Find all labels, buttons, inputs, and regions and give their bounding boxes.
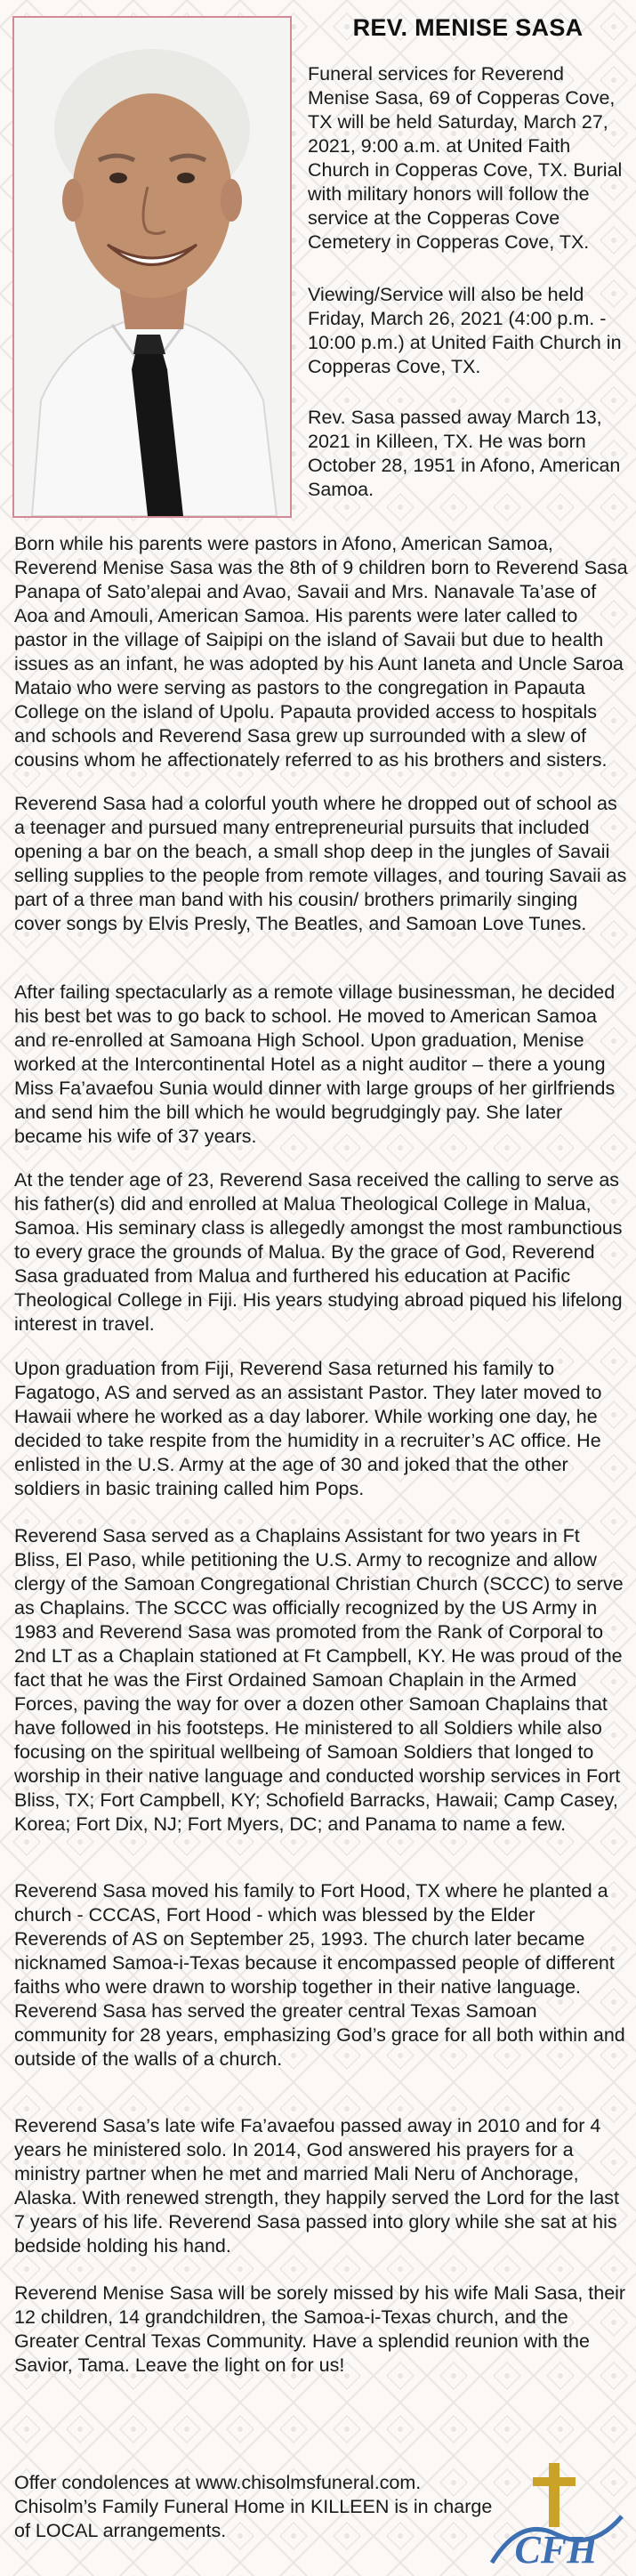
condolences-paragraph: Offer condolences at www.chisolmsfuneral.com. Chisolm’s Family Funeral Home in KILLEEN is in charge of LOCAL arrangements. bbox=[14, 2472, 493, 2541]
later-life-paragraph: Reverend Sasa’s late wife Fa’avaefou passed away in 2010 and for 4 years he ministered solo. In 2014, God answered his prayers for a ministry partner when he met and married Mali Neru of Anchorage, Alaska. With renewed strength, they happily served the Lord for the last 7 years of his life. Reverend Sasa passed into glory while she sat at his bedside holding his hand. bbox=[14, 2115, 620, 2257]
seminary-paragraph: At the tender age of 23, Reverend Sasa received the calling to serve as his father(s) did and enrolled at Malua Theological College in Malua, Samoa. His seminary class is allegedly amongst the most rambunctious to every grace the grounds of Malua. By the grace of God, Reverend Sasa graduated from Malua and furthered his education at Pacific Theological College in Fiji. His years studying abroad piqued his lifelong interest in travel. bbox=[14, 1169, 623, 1335]
early-life-paragraph: Born while his parents were pastors in Afono, American Samoa, Reverend Menise Sasa was the 8th of 9 children born to Reverend Sasa Panapa of Sato’alepai and Avao, Savaii and Mrs. Nanavale Ta’ase of Aoa and Amouli, American Samoa. His parents were later called to pastor in the village of Saipipi on the island of Savaii but due to health issues as an infant, he was adopted by his Aunt Ianeta and Uncle Saroa Mataio who were serving as pastors to the congregation in Papauta College on the island of Upolu. Papauta provided access to hospitals and schools and Reverend Sasa grew up surrounded with a slew of cousins whom he affectionately referred to as his brothers and sisters. bbox=[14, 533, 628, 771]
funeral-home-logo bbox=[485, 2463, 627, 2570]
viewing-service-paragraph: Viewing/Service will also be held Friday, March 26, 2021 (4:00 p.m. - 10:00 p.m.) at United Faith Church in Copperas Cove, TX. bbox=[308, 284, 622, 377]
portrait-photo bbox=[12, 16, 292, 518]
military-enlistment-paragraph: Upon graduation from Fiji, Reverend Sasa returned his family to Fagatogo, AS and served as an assistant Pastor. They later moved to Hawaii where he worked as a day laborer. While working one day, he decided to take respite from the humidity in a recruiter’s AC office. He enlisted in the U.S. Army at the age of 30 and joked that the other soldiers in basic training called him Pops. bbox=[14, 1358, 602, 1499]
survivors-paragraph: Reverend Menise Sasa will be sorely missed by his wife Mali Sasa, their 12 children, 14 grandchildren, the Samoa-i-Texas church, and the Greater Central Texas Community. Have a splendid reunion with the Savior, Tama. Leave the light on for us! bbox=[14, 2282, 626, 2376]
youth-paragraph: Reverend Sasa had a colorful youth where he dropped out of school as a teenager and pursued many entrepreneurial pursuits that included opening a bar on the beach, a small shop deep in the jungles of Savaii selling supplies to the people from remote villages, and touring Savaii as part of a three man band with his cousin/ brothers primarily singing cover songs by Elvis Presly, The Beatles, and Samoan Love Tunes. bbox=[14, 793, 627, 934]
education-paragraph: After failing spectacularly as a remote village businessman, he decided his best bet was to go back to school. He moved to American Samoa and re-enrolled at Samoana High School. Upon graduation, Menise worked at the Intercontinental Hotel as a night auditor – there a young Miss Fa’avaefou Sunia would dinner with large groups of her girlfriends and send him the bill which he would begrudgingly pay. She later became his wife of 37 years. bbox=[14, 981, 616, 1147]
logo-letters: CFH bbox=[514, 2528, 598, 2570]
passing-paragraph: Rev. Sasa passed away March 13, 2021 in Killeen, TX. He was born October 28, 1951 in Afono, American Samoa. bbox=[308, 407, 621, 500]
funeral-services-paragraph: Funeral services for Reverend Menise Sasa, 69 of Copperas Cove, TX will be held Saturday, March 27, 2021, 9:00 a.m. at United Faith Church in Copperas Cove, TX. Burial with military honors will follow the service at the Copperas Cove Cemetery in Copperas Cove, TX. bbox=[308, 63, 623, 253]
chaplain-paragraph: Reverend Sasa served as a Chaplains Assistant for two years in Ft Bliss, El Paso, while petitioning the U.S. Army to recognize and allow clergy of the Samoan Congregational Christian Church (SCCC) to serve as Chaplains. The SCCC was officially recognized by the US Army in 1983 and Reverend Sasa was promoted from the Rank of Corporal to 2nd LT as a Chaplain stationed at Ft Campbell, KY. He was proud of the fact that he was the First Ordained Samoan Chaplain in the Armed Forces, paving the way for over a dozen other Samoan Chaplains that have followed in his footsteps. He ministered to all Soldiers while also focusing on the spiritual wellbeing of Samoan Soldiers that longed to worship in their native language and conducted worship services in Fort Bliss, TX; Fort Campbell, KY; Schofield Barracks, Hawaii; Camp Casey, Korea; Fort Dix, NJ; Fort Myers, DC; and Panama to name a few. bbox=[14, 1525, 624, 1835]
portrait-illustration bbox=[14, 18, 290, 516]
cfh-logo-icon bbox=[485, 2463, 627, 2570]
obituary-title: REV. MENISE SASA bbox=[352, 14, 584, 41]
fort-hood-paragraph: Reverend Sasa moved his family to Fort Hood, TX where he planted a church - CCCAS, Fort Hood - which was blessed by the Elder Reverends of AS on September 25, 1993. The church later became nicknamed Samoa-i-Texas because it encompassed people of different faiths who were drawn to worship together in their native language. Reverend Sasa has served the greater central Texas Samoan community for 28 years, emphasizing God’s grace for all both within and outside of the walls of a church. bbox=[14, 1880, 625, 2070]
